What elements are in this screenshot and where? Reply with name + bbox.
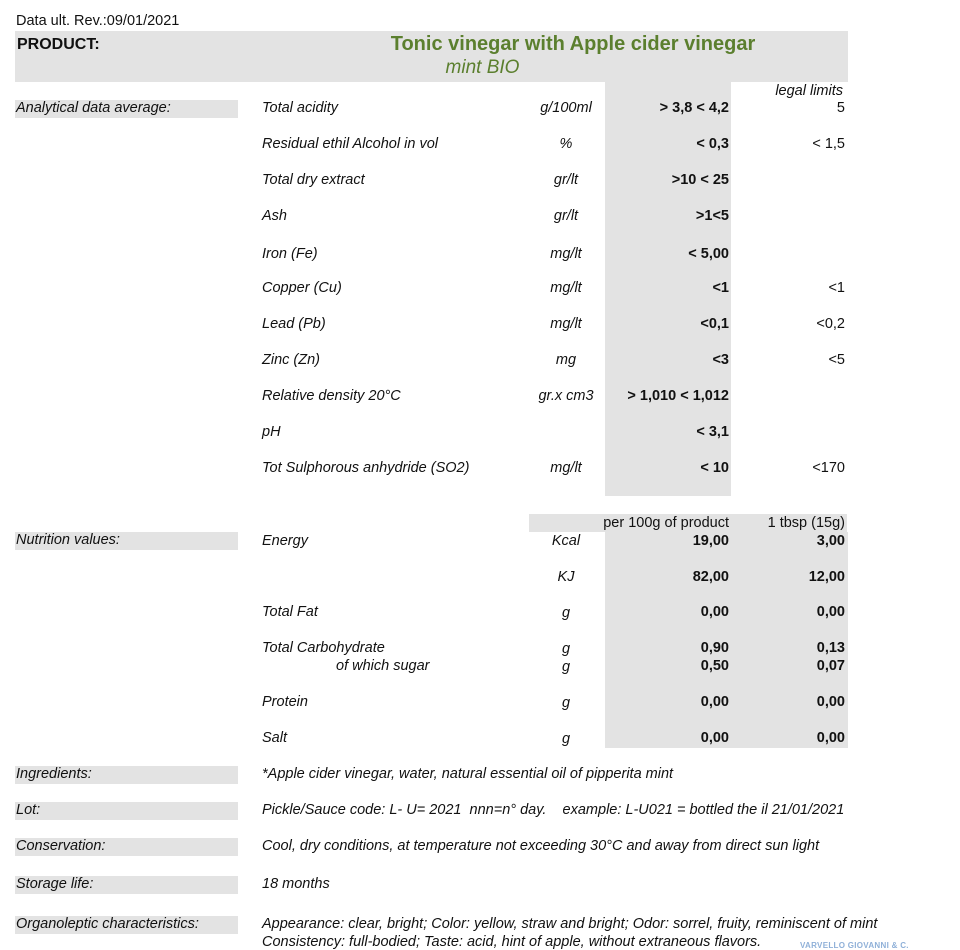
ingredients-label: Ingredients: <box>16 766 92 782</box>
energy-kcal-per100: 19,00 <box>692 533 729 549</box>
energy-label: Energy <box>262 533 308 549</box>
carb-label: Total Carbohydrate <box>262 640 385 656</box>
conservation-text: Cool, dry conditions, at temperature not exceeding 30°C and away from direct sun light <box>262 838 820 854</box>
analytical-row-value: <3 <box>712 352 729 368</box>
protein-per100: 0,00 <box>700 694 729 710</box>
sugar-unit: g <box>561 659 571 675</box>
analytical-row-name: Total dry extract <box>262 172 365 188</box>
analytical-row-value: <1 <box>712 280 729 296</box>
energy-kj-tbsp: 12,00 <box>808 569 845 585</box>
analytical-row-value: < 3,1 <box>696 424 729 440</box>
organoleptic-line2: Consistency: full-bodied; Taste: acid, hint of apple, without extraneous flavors. <box>262 934 762 950</box>
fat-unit: g <box>561 605 571 621</box>
analytical-row-value: >10 < 25 <box>671 172 729 188</box>
sugar-label: of which sugar <box>336 658 430 674</box>
storage-text: 18 months <box>262 876 330 892</box>
analytical-row-legal: <170 <box>812 460 845 476</box>
analytical-row-value: >1<5 <box>695 208 729 224</box>
legal-limits-header: legal limits <box>775 83 843 99</box>
analytical-row-legal: <1 <box>828 280 845 296</box>
energy-kcal-unit: Kcal <box>551 533 581 549</box>
analytical-row-name: Ash <box>262 208 287 224</box>
analytical-row-value: < 0,3 <box>696 136 729 152</box>
footer-company-mark: VARVELLO GIOVANNI & C. <box>800 941 909 950</box>
product-label: PRODUCT: <box>17 36 100 53</box>
fat-label: Total Fat <box>262 604 318 620</box>
salt-unit: g <box>561 731 571 747</box>
energy-kj-per100: 82,00 <box>692 569 729 585</box>
energy-kj-unit: KJ <box>557 569 575 585</box>
analytical-row-unit: mg/lt <box>550 280 582 296</box>
ingredients-text: *Apple cider vinegar, water, natural essential oil of pipperita mint <box>262 766 674 782</box>
sugar-per100: 0,50 <box>700 658 729 674</box>
storage-label: Storage life: <box>16 876 94 892</box>
protein-label: Protein <box>262 694 308 710</box>
analytical-row-value: > 1,010 < 1,012 <box>627 388 729 404</box>
analytical-row-unit: gr/lt <box>553 172 579 188</box>
analytical-row-legal: <5 <box>828 352 845 368</box>
fat-tbsp: 0,00 <box>816 604 845 620</box>
analytical-row-name: pH <box>262 424 281 440</box>
carb-unit: g <box>561 641 571 657</box>
salt-per100: 0,00 <box>700 730 729 746</box>
product-subtitle: mint BIO <box>445 57 520 78</box>
nutrition-section-label: Nutrition values: <box>16 532 120 548</box>
analytical-row-name: Residual ethil Alcohol in vol <box>262 136 438 152</box>
fat-per100: 0,00 <box>700 604 729 620</box>
lot-label-box <box>15 802 238 820</box>
analytical-row-value: <0,1 <box>700 316 729 332</box>
analytical-row-name: Tot Sulphorous anhydride (SO2) <box>262 460 470 476</box>
sugar-tbsp: 0,07 <box>816 658 845 674</box>
nutrition-col-tbsp: 1 tbsp (15g) <box>767 515 845 531</box>
analytical-row-unit: % <box>559 136 573 152</box>
salt-tbsp: 0,00 <box>816 730 845 746</box>
conservation-label: Conservation: <box>16 838 106 854</box>
analytical-row-name: Copper (Cu) <box>262 280 342 296</box>
analytical-row-unit: mg/lt <box>550 316 582 332</box>
analytical-row-name: Lead (Pb) <box>262 316 326 332</box>
organoleptic-line1: Appearance: clear, bright; Color: yellow, straw and bright; Odor: sorrel, fruity, reminiscent of mint <box>262 916 878 932</box>
analytical-row-name: Total acidity <box>262 100 339 116</box>
analytical-row-name: Iron (Fe) <box>262 246 318 262</box>
product-name: Tonic vinegar with Apple cider vinegar <box>390 33 756 55</box>
analytical-row-unit: mg <box>555 352 577 368</box>
lot-label: Lot: <box>16 802 41 818</box>
analytical-row-value: < 5,00 <box>688 246 729 262</box>
analytical-row-unit: g/100ml <box>540 100 592 116</box>
analytical-row-name: Zinc (Zn) <box>262 352 320 368</box>
lot-text: Pickle/Sauce code: L- U= 2021 nnn=n° day. example: L-U021 = bottled the il 21/01/2021 <box>262 802 845 818</box>
analytical-section-label: Analytical data average: <box>16 100 171 116</box>
analytical-row-unit: mg/lt <box>550 460 582 476</box>
protein-tbsp: 0,00 <box>816 694 845 710</box>
analytical-row-name: Relative density 20°C <box>262 388 401 404</box>
nutrition-col-per100: per 100g of product <box>603 515 729 531</box>
analytical-row-legal: 5 <box>836 100 845 116</box>
energy-kcal-tbsp: 3,00 <box>816 533 845 549</box>
organoleptic-label: Organoleptic characteristics: <box>16 916 199 932</box>
salt-label: Salt <box>262 730 287 746</box>
carb-per100: 0,90 <box>700 640 729 656</box>
analytical-row-unit: gr.x cm3 <box>538 388 594 404</box>
carb-tbsp: 0,13 <box>816 640 845 656</box>
analytical-row-unit: gr/lt <box>553 208 579 224</box>
analytical-row-legal: < 1,5 <box>812 136 845 152</box>
protein-unit: g <box>561 695 571 711</box>
analytical-row-unit: mg/lt <box>550 246 582 262</box>
analytical-row-value: > 3,8 < 4,2 <box>659 100 729 116</box>
analytical-row-value: < 10 <box>700 460 729 476</box>
revision-date: Data ult. Rev.:09/01/2021 <box>16 13 180 29</box>
analytical-row-legal: <0,2 <box>816 316 845 332</box>
